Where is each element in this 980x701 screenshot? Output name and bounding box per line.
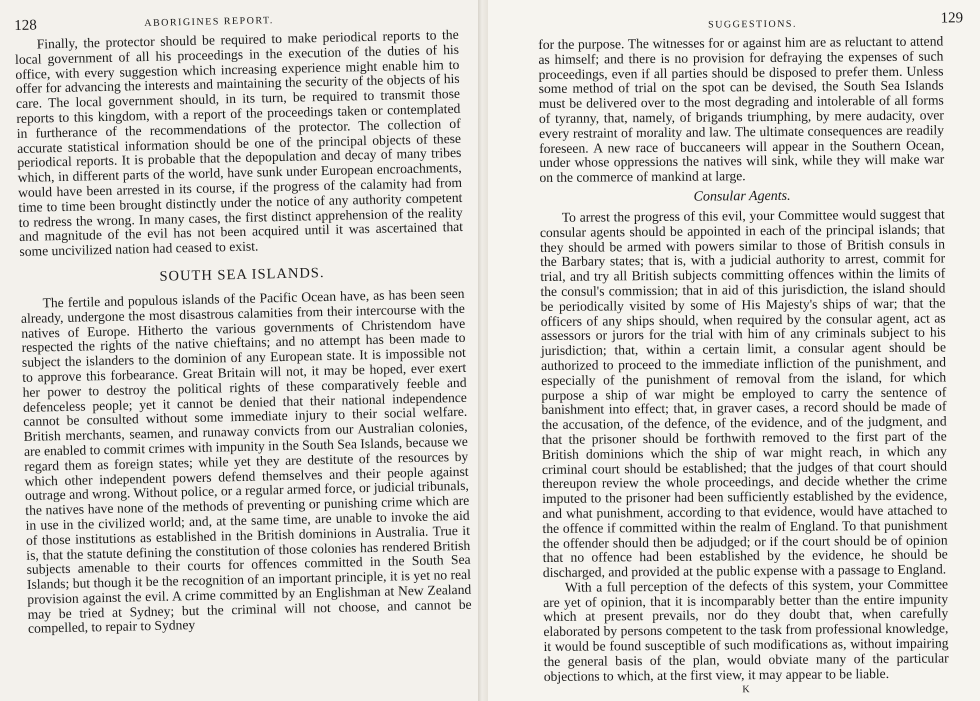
subheading: Consular Agents. [693, 188, 791, 205]
right-paragraph-3: With a full perception of the defects of this system, your Committee are yet of opinion, that it is incomparably better than the entire impunity which at present prevails, nor do they doubt that, when carefully elaborated by persons competent to the task from professional knowledge, it would be found susceptible of such modifications as, without impairing the general basis of the plan, would obviate many of the particular objections to which, at the first view, it may appear to be liable. [543, 576, 949, 684]
right-page [488, 0, 980, 701]
left-page-number: 128 [14, 17, 37, 34]
left-paragraph-1: Finally, the protector should be required to make periodical reports to the local government of all his proceedings in the execution of the duties of his office, with every suggestion which increasing experience might enable him to offer for advancing the interests and maintaining the security of the objects of his care. The local government should, in its turn, be required to transmit those reports to this kingdom, with a report of the proceedings taken or contemplated in furtherance of the recommendations of the protector. The collection of accurate statistical information should be one of the principal objects of these periodical reports. It is probable that the depopulation and decay of many tribes which, in different parts of the world, have sunk under European encroachments, would have been arrested in its course, if the progress of the calamity had from time to time been brought distinctly under the notice of any authority competent to redress the wrong. In many cases, the first distinct apprehension of the reality and magnitude of the evil has not been acquired until it was ascertained that some uncivilized nation had ceased to exist. [14, 26, 464, 260]
left-page [0, 0, 478, 701]
book-gutter [478, 0, 488, 701]
left-paragraph-2: The fertile and populous islands of the Pacific Ocean have, as has been seen already, undergone the most disastrous calamities from their intercourse with the natives of Europe. Hitherto the various governments of Christendom have respected the rights of the native chieftains; and no attempt has been made to subject the islanders to the dominion of any European state. It is impossible not to approve this forbearance. Great Britain will not, it may be hoped, ever exert her power to destroy the political rights of these comparatively feeble and defenceless people; yet it cannot be denied that their national independence cannot be consulted without some immediate injury to their social welfare. British merchants, seamen, and runaway convicts from our Australian colonies, are enabled to commit crimes with impunity in the South Sea Islands, because we regard them as foreign states; while yet they are destitute of the resources by which other independent powers defend themselves and their people against outrage and wrong. Without police, or a regular armed force, or judicial tribunals, the natives have none of the methods of preventing or punishing crime which are in use in the civilized world; and, at the same time, are unable to invoke the aid of those institutions as established in the British dominions in Australia. True it is, that the statute defining the constitution of those colonies has rendered British subjects amenable to their courts for offences committed in the South Sea Islands; but though it be the recognition of an important principle, it is yet no real provision against the evil. A crime committed by an Englishman at New Zealand may be tried at Sydney; but the criminal will not choose, and cannot be compelled, to repair to Sydney [20, 285, 472, 637]
left-page-content [14, 2, 472, 637]
right-running-head: SUGGESTIONS. [708, 18, 798, 31]
right-page-number: 129 [940, 10, 964, 27]
signature-mark: K [742, 684, 751, 696]
right-paragraph-1: for the purpose. The witnesses for or against him are as reluctant to attend as himself; and there is no provision for defraying the expenses of such proceedings, even if all parties should be disposed to prefer them. Unless some method of trial on the spot can be devised, the South Sea Islands must be delivered over to the most degrading and intolerable of all forms of tyranny, that, namely, of brigands triumphing, by mere audacity, over every restraint of morality and law. The ultimate consequences are readily foreseen. A new race of buccaneers will appear in the Southern Ocean, under whose oppressions the natives will sink, while they will make war on the commerce of mankind at large. [538, 33, 945, 186]
right-page-content [538, 8, 964, 697]
right-page-header [538, 8, 964, 38]
section-heading: SOUTH SEA ISLANDS. [159, 264, 325, 285]
right-paragraph-2: To arrest the progress of this evil, your Committee would suggest that consular agents should be appointed in each of the principal islands; that they should be armed with powers similar to those of British consuls in the Barbary states; that is, with a judicial authority to arrest, commit for trial, and try all British subjects committing offences within the limits of the consul's commission; that in aid of this jurisdiction, the island should be periodically visited by some of His Majesty's ships of war; that the officers of any ships should, when required by the consular agent, act as assessors or jurors for the trial with him of any criminals subject to his jurisdiction; that, within a certain limit, a consular agent should be authorized to proceed to the immediate infliction of the punishment, and especially of the punishment of removal from the island, for which purpose a ship of war might be employed to carry the sentence of banishment into effect; that, in graver cases, a record should be made of the accusation, of the defence, of the evidence, and of the judgment, and that the prisoner should be forthwith removed to the first part of the British dominions which the ship of war might reach, in which any criminal court should be established; that the judges of that court should thereupon review the whole proceedings, and decide whether the crime imputed to the prisoner had been sufficiently established by the evidence, and what punishment, according to that evidence, would have attached to the offence if committed within the realm of England. To that punishment the offender should then be adjudged; or if the court should be of opinion that no offence had been established by the evidence, he should be discharged, and provided at the public expense with a passage to England. [539, 206, 948, 581]
left-running-head: ABORIGINES REPORT. [144, 15, 274, 30]
